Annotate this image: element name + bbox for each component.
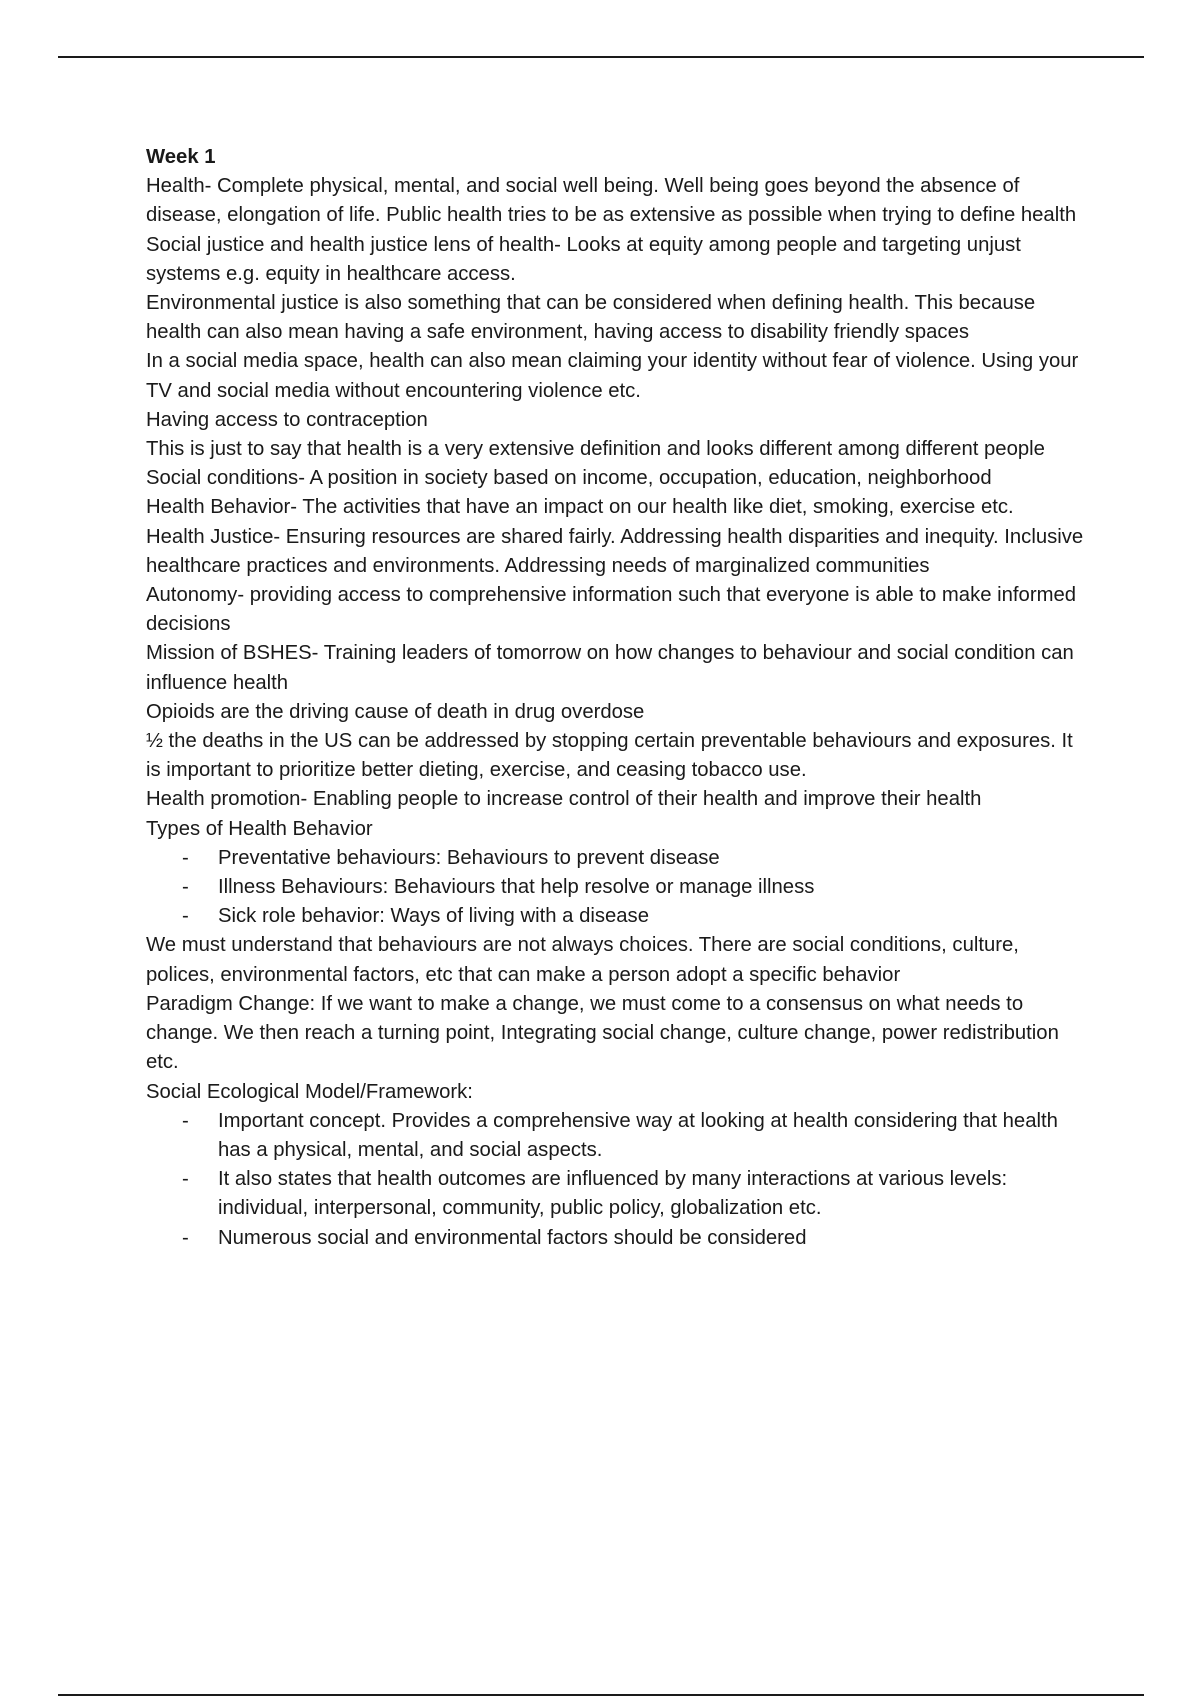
header-rule — [58, 56, 1144, 58]
paragraph: Mission of BSHES- Training leaders of tomorrow on how changes to behaviour and social condition can influence health — [146, 642, 1074, 694]
list-item — [146, 873, 1086, 902]
list-item-text: Numerous social and environmental factors should be considered — [218, 1226, 807, 1249]
bullet-marker: - — [182, 905, 189, 928]
list-item-text: Illness Behaviours: Behaviours that help resolve or manage illness — [218, 876, 815, 899]
paragraph: Social justice and health justice lens of health- Looks at equity among people and targeting unjust systems e.g. equity in healthcare access. — [146, 233, 1021, 285]
paragraph: Health Justice- Ensuring resources are shared fairly. Addressing health disparities and inequity. Inclusive healthcare practices and environments. Addressing needs of marginalized communities — [146, 525, 1084, 577]
list-item — [146, 844, 1086, 873]
paragraph: We must understand that behaviours are not always choices. There are social conditions, culture, polices, environmental factors, etc that can make a person adopt a specific behavior — [146, 934, 1019, 986]
list-item — [146, 1224, 1086, 1253]
paragraph: In a social media space, health can also mean claiming your identity without fear of violence. Using your TV and social media without encountering violence etc. — [146, 350, 1079, 402]
paragraph: Social conditions- A position in society based on income, occupation, education, neighborhood — [146, 467, 992, 490]
section-heading: Week 1 — [146, 146, 216, 168]
paragraph: Autonomy- providing access to comprehensive information such that everyone is able to make informed decisions — [146, 584, 1077, 636]
bullet-marker: - — [182, 1168, 189, 1191]
document-body — [146, 143, 1086, 1253]
bullet-marker: - — [182, 1109, 189, 1132]
list-item-text: Sick role behavior: Ways of living with a disease — [218, 905, 649, 928]
list-item-text: Preventative behaviours: Behaviours to prevent disease — [218, 846, 720, 869]
list-item — [146, 902, 1086, 931]
health-behavior-types-list — [146, 844, 1086, 932]
paragraph: Health Behavior- The activities that have an impact on our health like diet, smoking, exercise etc. — [146, 496, 1014, 519]
paragraph: Paradigm Change: If we want to make a change, we must come to a consensus on what needs to change. We then reach a turning point, Integrating social change, culture change, power redistribution etc. — [146, 992, 1059, 1074]
bullet-marker: - — [182, 846, 189, 869]
footer-rule — [58, 1694, 1144, 1696]
paragraph: Health promotion- Enabling people to increase control of their health and improve their health — [146, 788, 982, 811]
list-item — [146, 1165, 1086, 1223]
list-item — [146, 1107, 1086, 1165]
bullet-marker: - — [182, 876, 189, 899]
bullet-marker: - — [182, 1226, 189, 1249]
list-item-text: Important concept. Provides a comprehensive way at looking at health considering that health has a physical, mental, and social aspects. — [218, 1109, 1058, 1161]
paragraph: Environmental justice is also something that can be considered when defining health. This because health can also mean having a safe environment, having access to disability friendly spaces — [146, 292, 1036, 344]
social-ecological-model-list — [146, 1107, 1086, 1253]
paragraph: This is just to say that health is a very extensive definition and looks different among different people — [146, 438, 1045, 461]
paragraph: Social Ecological Model/Framework: — [146, 1080, 473, 1103]
paragraph: Health- Complete physical, mental, and social well being. Well being goes beyond the absence of disease, elongation of life. Public health tries to be as extensive as possible when trying to define health — [146, 175, 1077, 227]
paragraph: Opioids are the driving cause of death in drug overdose — [146, 700, 645, 723]
paragraph: Types of Health Behavior — [146, 817, 373, 840]
list-item-text: It also states that health outcomes are influenced by many interactions at various levels: individual, interpersonal, community, public policy, globalization etc. — [218, 1168, 1008, 1220]
paragraph: ½ the deaths in the US can be addressed by stopping certain preventable behaviours and exposures. It is important to prioritize better dieting, exercise, and ceasing tobacco use. — [146, 730, 1073, 782]
paragraph: Having access to contraception — [146, 408, 428, 431]
